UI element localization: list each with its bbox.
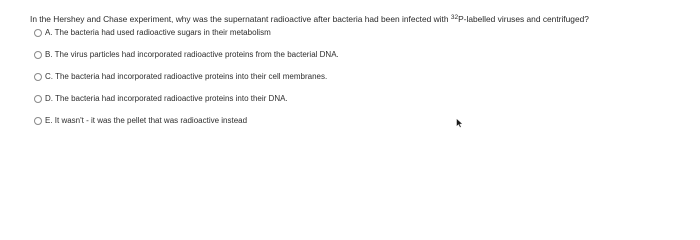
radio-button-icon[interactable] bbox=[34, 73, 42, 81]
answer-option-d[interactable] bbox=[34, 93, 339, 104]
question-text-part-2: P-labelled viruses and centrifuged? bbox=[458, 14, 589, 24]
answer-options-list bbox=[34, 27, 339, 137]
radio-button-icon[interactable] bbox=[34, 117, 42, 125]
answer-option-b[interactable] bbox=[34, 49, 339, 60]
answer-option-c[interactable] bbox=[34, 71, 339, 82]
radio-button-icon[interactable] bbox=[34, 95, 42, 103]
mouse-pointer-icon bbox=[456, 118, 463, 128]
question-text bbox=[30, 14, 695, 25]
answer-option-e[interactable] bbox=[34, 115, 339, 126]
answer-option-label: E. It wasn't - it was the pellet that was radioactive instead bbox=[45, 116, 248, 125]
isotope-superscript: 32 bbox=[450, 14, 459, 21]
answer-option-label: D. The bacteria had incorporated radioactive proteins into their DNA. bbox=[45, 94, 288, 103]
answer-option-label: A. The bacteria had used radioactive sugars in their metabolism bbox=[45, 28, 271, 37]
answer-option-label: C. The bacteria had incorporated radioactive proteins into their cell membranes. bbox=[45, 72, 328, 81]
radio-button-icon[interactable] bbox=[34, 29, 42, 37]
answer-option-label: B. The virus particles had incorporated radioactive proteins from the bacterial DNA. bbox=[45, 50, 339, 59]
question-text-part-1: In the Hershey and Chase experiment, why was the supernatant radioactive after bacteria had been infected with bbox=[30, 14, 451, 24]
radio-button-icon[interactable] bbox=[34, 51, 42, 59]
answer-option-a[interactable] bbox=[34, 27, 339, 38]
